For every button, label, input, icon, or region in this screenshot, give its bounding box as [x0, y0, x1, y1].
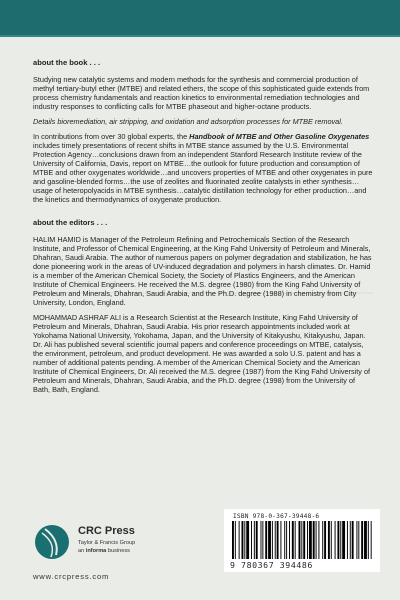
barcode-bar [242, 521, 244, 559]
barcode-bar [246, 521, 249, 559]
publisher-group: Taylor & Francis Group [78, 540, 136, 546]
crc-press-logo-icon [33, 523, 71, 561]
about-book-heading: about the book . . . [33, 58, 101, 67]
book-title: Handbook of MTBE and Other Gasoline Oxygenates [189, 132, 370, 141]
barcode-bar [307, 521, 308, 559]
barcode-bar [239, 521, 240, 559]
header-bar [0, 0, 400, 35]
barcode-bar [324, 521, 326, 559]
editor-halim-hamid-bio: HALIM HAMID is Manager of the Petroleum Refining and Petrochemicals Section of the Research Institute, and Professor of Chemical Engineering, at the King Fahd University of Petroleum and Minerals, Dhahran, Saudi Arabia. The author of numerous papers on polymer degradation and stabilization, he has done pioneering work in the areas of UV-induced degradation and polymers in harsh climates. Dr. Hamid is a member of the American Chemical Society, the Society of Plastics Engineers, and the American Institute of Chemical Engineers. He received the M.S. degree (1980) from the King Fahd University of Petroleum and Minerals, Dhahran, Saudi Arabia, and the Ph.D. degree (1988) in chemistry from City University, London, England. [33, 235, 372, 307]
barcode-panel [224, 509, 380, 572]
barcode-bar [337, 521, 339, 559]
about-book-paragraph-2: Details bioremediation, air stripping, and oxidation and adsorption processes for MTBE removal. [33, 117, 343, 126]
barcode-bar [364, 521, 367, 559]
publisher-business-prefix: an [78, 548, 86, 554]
back-cover-text [33, 58, 373, 400]
barcode-bar [256, 521, 258, 559]
barcode-bar [361, 521, 363, 559]
barcode-bar [335, 521, 336, 559]
barcode-bar [301, 521, 302, 559]
barcode-bar [284, 521, 285, 559]
barcode-bar [262, 521, 263, 559]
barcode-bar [322, 521, 323, 559]
barcode-bar [265, 521, 267, 559]
barcode-bar [313, 521, 315, 559]
informa-wordmark: informa [85, 548, 107, 554]
barcode-bar [303, 521, 305, 559]
barcode-bar [232, 521, 234, 559]
barcode-bar [331, 521, 332, 559]
publisher-footer [33, 513, 373, 583]
publisher-name: CRC Press [78, 525, 135, 537]
barcode-bar [368, 521, 369, 559]
barcode-bar [244, 521, 245, 559]
about-book-paragraph-1: Studying new catalytic systems and modern methods for the synthesis and commercial production of methyl tertiary-butyl ether (MTBE) and related ethers, the scope of this sophisticated guide extends from process chemistry fundamentals and reaction kinetics to environmental remediation technologies and industry responses to conflicting calls for MTBE phaseout and higher-octane products. [33, 75, 370, 111]
barcode-bar [272, 521, 273, 559]
barcode-bar [254, 521, 255, 559]
about-editors-heading: about the editors . . . [33, 218, 108, 227]
about-book-paragraph-3-rest: includes timely presentations of recent shifts in MTBE stance assumed by the U.S. Environmental Protection Agency…conclusions drawn from an independent Stanford Research Institute review of the University of California, Davis, report on MTBE…the outlook for future production and consumption of MTBE and other oxygenates worldwide…and uncovers properties of MTBE and other oxygenates in pure and gasoline-blended forms…the use of zeolites and fluorinated zeolite catalysts in ether synthesis…usage of heteropolyacids in MTBE synthesis…catalytic distillation technology for ether production…and the kinetics and thermodynamics of oxygenate production. [33, 141, 373, 204]
barcode-bar [295, 521, 296, 559]
barcode-bar [352, 521, 354, 559]
barcode-bar [328, 521, 330, 559]
publisher-business-suffix: business [106, 548, 130, 554]
publisher-url: www.crcpress.com [33, 572, 110, 581]
barcode-bar [371, 521, 372, 559]
barcode-bar [268, 521, 271, 559]
about-book-paragraph-3 [33, 132, 373, 204]
about-book-paragraph-3-lead: In contributions from over 30 global experts, the [33, 132, 190, 141]
barcode-bar [235, 521, 236, 559]
barcode-bar [356, 521, 357, 559]
barcode-bar [347, 521, 348, 559]
barcode-bar [275, 521, 276, 559]
barcode-bar [318, 521, 319, 559]
barcode-bar [342, 521, 345, 559]
editor-mohammad-ashraf-ali-bio: MOHAMMAD ASHRAF ALI is a Research Scientist at the Research Institute, King Fahd University of Petroleum and Minerals, Dhahran, Saudi Arabia. His prior research appointments included work at Yokohama National University, Yokohama, Japan, and the University of Kitakyushu, Kitakyushu, Japan. Dr. Ali has published several scientific journal papers and conference proceedings on MTBE, catalysis, the environment, petroleum, and product development. He was awarded a solo U.S. patent and has a number of additional patents pending. A member of the American Chemical Society and the American Institute of Chemical Engineers, Dr. Ali received the M.S. degree (1987) from the King Fahd University of Petroleum and Minerals, Dhahran, Saudi Arabia, and the Ph.D. degree (1998) from the University of Bath, Bath, England. [33, 313, 371, 394]
barcode-graphic [230, 521, 374, 559]
barcode-bar [261, 521, 262, 559]
barcode-bar [251, 521, 252, 559]
barcode-bar [316, 521, 317, 559]
barcode-number: 9 780367 394486 [230, 560, 313, 570]
barcode-bar [286, 521, 287, 559]
barcode-bar [289, 521, 290, 559]
barcode-bar [277, 521, 279, 559]
publisher-business-line [78, 548, 130, 554]
barcode-bar [340, 521, 341, 559]
barcode-bar [350, 521, 351, 559]
barcode-bar [280, 521, 281, 559]
barcode-bar [299, 521, 301, 559]
barcode-bar [309, 521, 312, 559]
barcode-bar [292, 521, 294, 559]
isbn-label: ISBN 978-0-367-39448-6 [233, 513, 320, 520]
barcode-bar [358, 521, 359, 559]
